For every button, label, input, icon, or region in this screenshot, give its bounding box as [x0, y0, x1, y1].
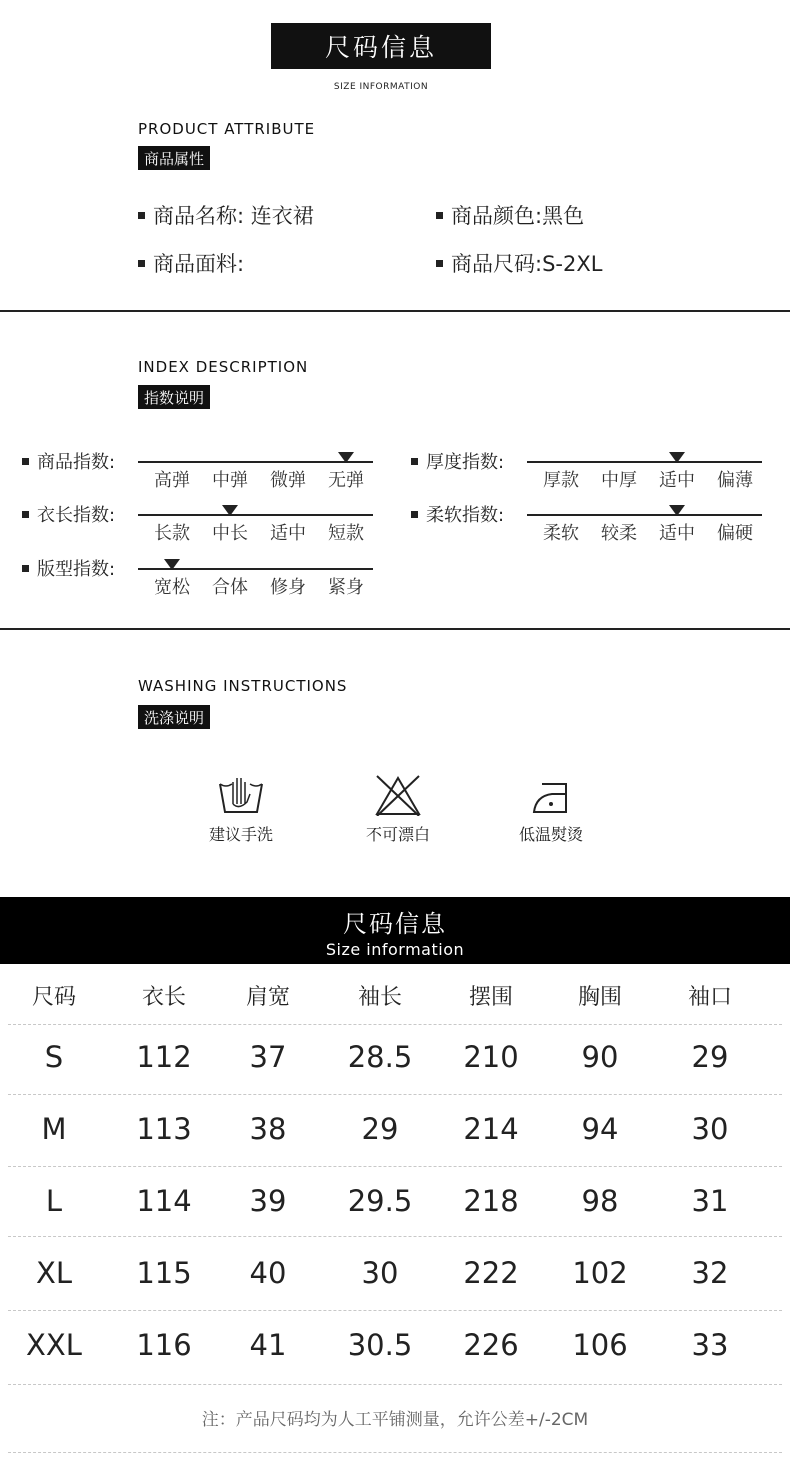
table-cell: 28.5 — [347, 1040, 413, 1074]
table-header-row — [0, 980, 790, 1012]
bullet-icon — [436, 260, 443, 267]
index-option: 微弹 — [270, 470, 306, 491]
index-option: 柔软 — [543, 523, 579, 544]
table-cell: 214 — [463, 1112, 519, 1146]
table-cell: 41 — [249, 1328, 287, 1362]
attribute-text: 商品颜色:黑色 — [451, 204, 585, 228]
index-options — [143, 573, 375, 599]
bullet-icon — [411, 511, 418, 518]
table-cell: 116 — [136, 1328, 192, 1362]
index-option: 较柔 — [601, 523, 637, 544]
measurement-note: 注：产品尺码均为人工平铺测量，允许公差+/-2CM — [201, 1410, 589, 1430]
table-cell: 31 — [691, 1184, 729, 1218]
index-label-text: 柔软指数: — [426, 505, 505, 526]
table-header-cell: 肩宽 — [245, 985, 290, 1010]
table-cell: 222 — [463, 1256, 519, 1290]
table-cell: 106 — [572, 1328, 628, 1362]
table-row — [0, 1112, 790, 1148]
index-marker-icon — [669, 505, 685, 516]
table-cell: 226 — [463, 1328, 519, 1362]
table-cell: 94 — [581, 1112, 619, 1146]
index-scale-line — [138, 514, 373, 516]
washing-heading-en: WASHING INSTRUCTIONS — [138, 677, 348, 695]
size-label-cell: M — [41, 1112, 67, 1146]
index-option: 长款 — [154, 523, 190, 544]
table-divider — [8, 1024, 782, 1025]
table-cell: 39 — [249, 1184, 287, 1218]
index-option: 无弹 — [328, 470, 364, 491]
index-row-label — [22, 555, 115, 581]
table-divider — [8, 1452, 782, 1453]
wash-item-low-iron — [496, 774, 606, 845]
table-divider — [8, 1236, 782, 1237]
table-row — [0, 1256, 790, 1292]
table-row — [0, 1184, 790, 1220]
index-row-label — [411, 501, 504, 527]
table-divider — [8, 1310, 782, 1311]
table-cell: 29.5 — [347, 1184, 413, 1218]
table-divider — [8, 1094, 782, 1095]
table-cell: 102 — [572, 1256, 628, 1290]
index-label-text: 衣长指数: — [37, 505, 116, 526]
size-table-title: 尺码信息 — [343, 910, 447, 938]
attribute-text: 商品名称: 连衣裙 — [153, 204, 314, 228]
page-subtitle: SIZE INFORMATION — [333, 82, 429, 92]
index-option: 适中 — [659, 470, 695, 491]
index-option: 厚款 — [543, 470, 579, 491]
wash-label: 低温熨烫 — [518, 825, 583, 844]
table-cell: 90 — [581, 1040, 619, 1074]
wash-item-no-bleach — [343, 774, 453, 845]
index-marker-icon — [338, 452, 354, 463]
table-header-cell: 袖口 — [687, 985, 732, 1010]
table-cell: 32 — [691, 1256, 729, 1290]
table-cell: 115 — [136, 1256, 192, 1290]
index-option: 合体 — [212, 577, 248, 598]
index-row-label — [22, 501, 115, 527]
hand-wash-icon — [216, 774, 266, 816]
index-options — [532, 519, 764, 545]
index-option: 中长 — [212, 523, 248, 544]
table-header-cell: 摆围 — [468, 985, 513, 1010]
bullet-icon — [411, 458, 418, 465]
table-header-cell: 袖长 — [357, 985, 402, 1010]
size-table-banner — [0, 897, 790, 964]
size-label-cell: L — [45, 1184, 63, 1218]
index-heading-cn: 指数说明 — [138, 385, 210, 409]
table-header-cell: 衣长 — [141, 985, 186, 1010]
table-cell: 29 — [691, 1040, 729, 1074]
section-divider — [0, 310, 790, 312]
table-cell: 98 — [581, 1184, 619, 1218]
attribute-heading-cn: 商品属性 — [138, 146, 210, 170]
wash-label: 不可漂白 — [365, 825, 430, 844]
index-option: 中弹 — [212, 470, 248, 491]
table-row — [0, 1328, 790, 1364]
index-label-text: 厚度指数: — [426, 452, 505, 473]
table-cell: 112 — [136, 1040, 192, 1074]
index-marker-icon — [164, 559, 180, 570]
index-option: 修身 — [270, 577, 306, 598]
index-option: 短款 — [328, 523, 364, 544]
wash-item-hand-wash — [186, 774, 296, 845]
table-divider — [8, 1166, 782, 1167]
index-scale-line — [527, 514, 762, 516]
bullet-icon — [22, 511, 29, 518]
attribute-item — [138, 248, 244, 278]
index-option: 偏硬 — [717, 523, 753, 544]
table-cell: 30 — [691, 1112, 729, 1146]
index-option: 适中 — [270, 523, 306, 544]
index-option: 宽松 — [154, 577, 190, 598]
size-label-cell: XL — [35, 1256, 73, 1290]
size-label-cell: S — [44, 1040, 64, 1074]
index-option: 适中 — [659, 523, 695, 544]
index-heading-en: INDEX DESCRIPTION — [138, 358, 309, 376]
table-cell: 38 — [249, 1112, 287, 1146]
table-cell: 40 — [249, 1256, 287, 1290]
bullet-icon — [138, 260, 145, 267]
attribute-heading-en: PRODUCT ATTRIBUTE — [138, 120, 316, 138]
bullet-icon — [22, 458, 29, 465]
attribute-item — [138, 200, 314, 230]
table-header-cell: 胸围 — [577, 985, 622, 1010]
index-options — [532, 466, 764, 492]
index-marker-icon — [669, 452, 685, 463]
index-scale-line — [527, 461, 762, 463]
table-header-cell: 尺码 — [31, 985, 76, 1010]
table-cell: 114 — [136, 1184, 192, 1218]
bullet-icon — [22, 565, 29, 572]
size-table-subtitle: Size information — [325, 940, 465, 959]
low-iron-icon — [526, 774, 576, 816]
table-cell: 37 — [249, 1040, 287, 1074]
index-label-text: 版型指数: — [37, 559, 116, 580]
attribute-text: 商品尺码:S-2XL — [451, 252, 603, 276]
index-option: 中厚 — [601, 470, 637, 491]
wash-label: 建议手洗 — [208, 825, 273, 844]
index-option: 高弹 — [154, 470, 190, 491]
table-row — [0, 1040, 790, 1076]
index-row-label — [22, 448, 115, 474]
no-bleach-icon — [373, 774, 423, 816]
table-divider — [8, 1384, 782, 1385]
index-options — [143, 519, 375, 545]
attribute-item — [436, 200, 584, 230]
section-divider — [0, 628, 790, 630]
index-option: 偏薄 — [717, 470, 753, 491]
table-cell: 33 — [691, 1328, 729, 1362]
index-option: 紧身 — [328, 577, 364, 598]
attribute-text: 商品面料: — [153, 252, 245, 276]
table-cell: 30.5 — [347, 1328, 413, 1362]
table-cell: 218 — [463, 1184, 519, 1218]
index-options — [143, 466, 375, 492]
bullet-icon — [138, 212, 145, 219]
washing-heading-cn: 洗涤说明 — [138, 705, 210, 729]
table-cell: 29 — [361, 1112, 399, 1146]
size-label-cell: XXL — [26, 1328, 82, 1362]
bullet-icon — [436, 212, 443, 219]
table-cell: 210 — [463, 1040, 519, 1074]
table-cell: 30 — [361, 1256, 399, 1290]
table-cell: 113 — [136, 1112, 192, 1146]
index-marker-icon — [222, 505, 238, 516]
page-title: 尺码信息 — [271, 23, 491, 69]
index-row-label — [411, 448, 504, 474]
attribute-item — [436, 248, 602, 278]
index-label-text: 商品指数: — [37, 452, 116, 473]
